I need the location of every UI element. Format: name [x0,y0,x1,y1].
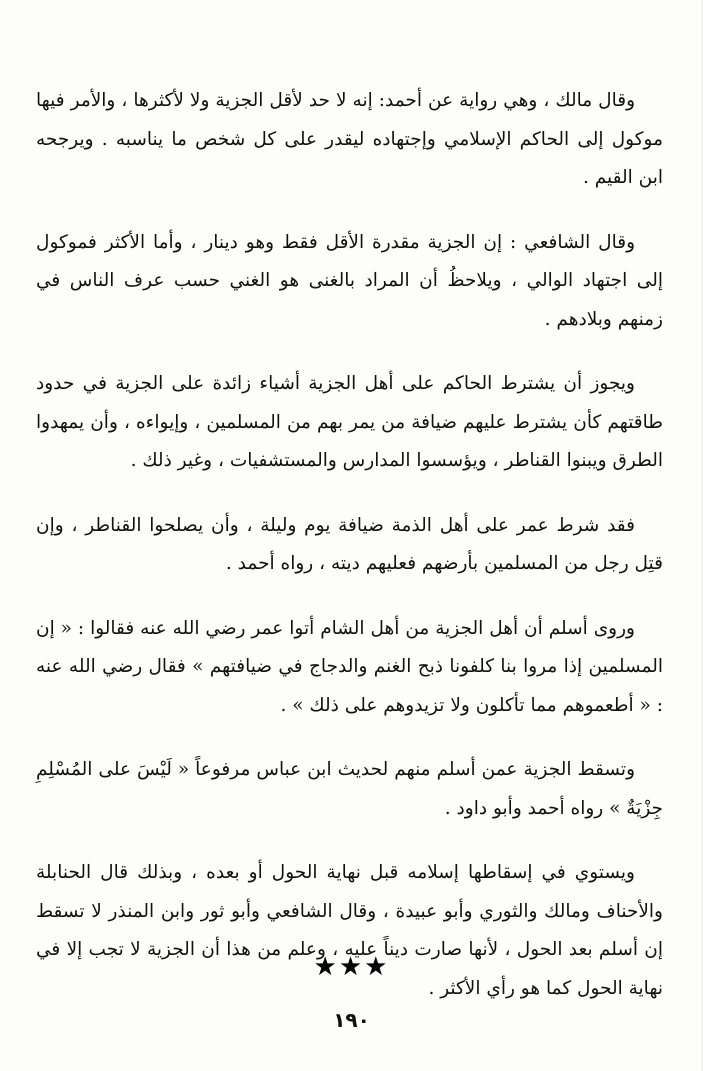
paragraph: وقال الشافعي : إن الجزية مقدرة الأقل فقط وهو دينار ، وأما الأكثر فموكول إلى اجتهاد الوالي ، ويلاحظُ أن المراد بالغنى هو الغني حسب عرف الناس في زمنهم وبلادهم . [36,231,663,330]
paragraph: وقال مالك ، وهي رواية عن أحمد: إنه لا حد لأقل الجزية ولا لأكثرها ، والأمر فيها موكول إلى الحاكم الإسلامي وإجتهاده ليقدر على كل شخص ما يناسبه . ويرجحه ابن القيم . [36,90,663,188]
paragraph: وروى أسلم أن أهل الجزية من أهل الشام أتوا عمر رضي الله عنه فقالوا : « إن المسلمين إذا مروا بنا كلفونا ذبح الغنم والدجاج في ضيافتهم » فقال رضي الله عنه : « أطعموهم مما تأكلون ولا تزيدوهم على ذلك » . [36,617,663,716]
paragraph: وتسقط الجزية عمن أسلم منهم لحديث ابن عباس مرفوعاً « لَيْسَ على المُسْلِمِ جِزْيَةٌ » رواه أحمد وأبو داود . [36,759,663,819]
page-number: ١٩٠ [333,1008,370,1032]
paragraph: ويستوي في إسقاطها إسلامه قبل نهاية الحول أو بعده ، وبذلك قال الحنابلة والأحناف ومالك والثوري وأبو عبيدة ، وقال الشافعي وأبو ثور وابن المنذر لا تسقط إن أسلم بعد الحول ، لأنها صارت ديناً عليه ، وعلم من هذا أن الجزية لا تجب إلا في نهاية الحول كما هو رأي الأكثر . [36,862,663,999]
paragraph: ويجوز أن يشترط الحاكم على أهل الجزية أشياء زائدة على الجزية في حدود طاقتهم كأن يشترط عليهم ضيافة من يمر بهم من المسلمين ، وإيواءه ، وأن يمهدوا الطرق ويبنوا القناطر ، ويؤسسوا المدارس والمستشفيات ، وغير ذلك . [36,373,663,471]
body-text [36,82,663,1034]
section-separator: ★★★ [313,952,390,982]
paragraph: فقد شرط عمر على أهل الذمة ضيافة يوم وليلة ، وأن يصلحوا القناطر ، وإن قتِل رجل من المسلمين بأرضهم فعليهم ديته ، رواه أحمد . [36,514,663,574]
